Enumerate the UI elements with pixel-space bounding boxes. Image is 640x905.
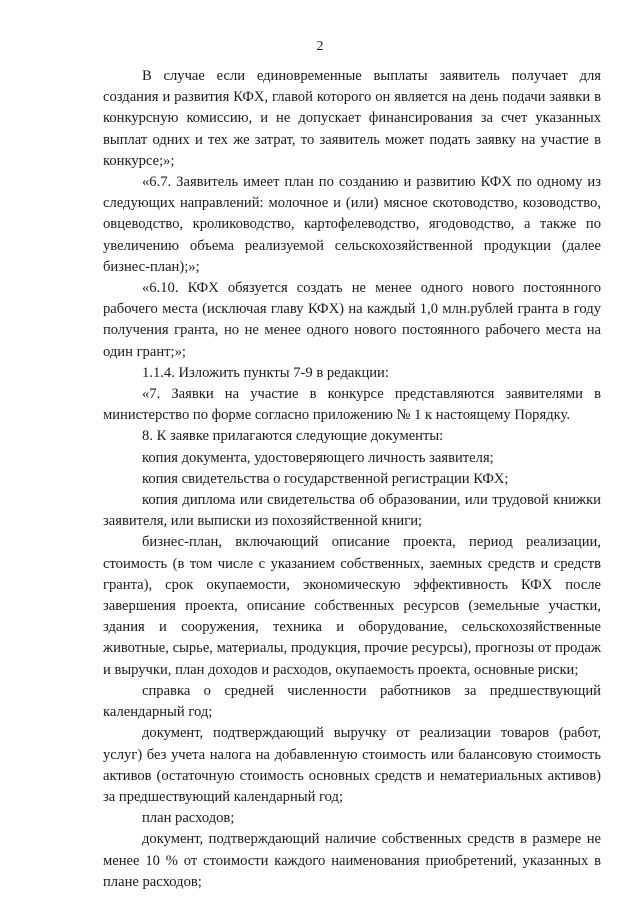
paragraph: «6.10. КФХ обязуется создать не менее одного нового постоянного рабочего места (исключая главу КФХ) на каждый 1,0 млн.рублей гранта в году получения гранта, но не менее одного нового постоянного рабочего места на один грант;»;	[103, 280, 601, 360]
page-number: 2	[316, 39, 324, 54]
paragraph: В случае если единовременные выплаты заявитель получает для создания и развития КФХ, главой которого он является на день подачи заявки в конкурсную комиссию, и не допускает финансирования за счет указанных выплат одних и тех же затрат, то заявитель может подать заявку на участие в конкурсе;»;	[103, 68, 601, 169]
paragraph: копия документа, удостоверяющего личность заявителя;	[142, 449, 494, 466]
paragraph: 1.1.4. Изложить пункты 7-9 в редакции:	[142, 364, 389, 381]
paragraph: документ, подтверждающий наличие собственных средств в размере не менее 10 % от стоимости каждого наименования приобретений, указанных в плане расходов;	[103, 831, 601, 890]
paragraph: план расходов;	[142, 810, 235, 827]
paragraph: бизнес-план, включающий описание проекта, период реализации, стоимость (в том числе с указанием собственных, заемных средств и средств гранта), срок окупаемости, экономическую эффективность КФХ после завершения проекта, описание собственных ресурсов (земельные участки, здания и сооружения, техника и оборудование, сельскохозяйственные животные, сырье, материалы, продукция, прочие ресурсы), прогнозы от продаж и выручки, план доходов и расходов, окупаемость проекта, основные риски;	[103, 534, 601, 678]
paragraph: 8. К заявке прилагаются следующие документы:	[142, 428, 444, 445]
paragraph: документ, подтверждающий выручку от реализации товаров (работ, услуг) без учета налога на добавленную стоимость или балансовую стоимость активов (остаточную стоимость основных средств и нематериальных активов) за предшествующий календарный год;	[103, 725, 601, 805]
paragraph: справка о средней численности работников за предшествующий календарный год;	[103, 682, 601, 721]
paragraph: копия свидетельства о государственной регистрации КФХ;	[142, 470, 509, 487]
document-body	[103, 66, 601, 893]
paragraph: копия диплома или свидетельства об образовании, или трудовой книжки заявителя, или выписки из похозяйственной книги;	[103, 492, 601, 530]
paragraph: «7. Заявки на участие в конкурсе представляются заявителями в министерство по форме согласно приложению № 1 к настоящему Порядку.	[103, 386, 601, 424]
paragraph: «6.7. Заявитель имеет план по созданию и развитию КФХ по одному из следующих направлений: молочное и (или) мясное скотоводство, козоводство, овцеводство, кролиководство, картофелеводство, ягодоводство, а также по увеличению объема реализуемой сельскохозяйственной продукции (далее бизнес-план);»;	[103, 174, 601, 275]
